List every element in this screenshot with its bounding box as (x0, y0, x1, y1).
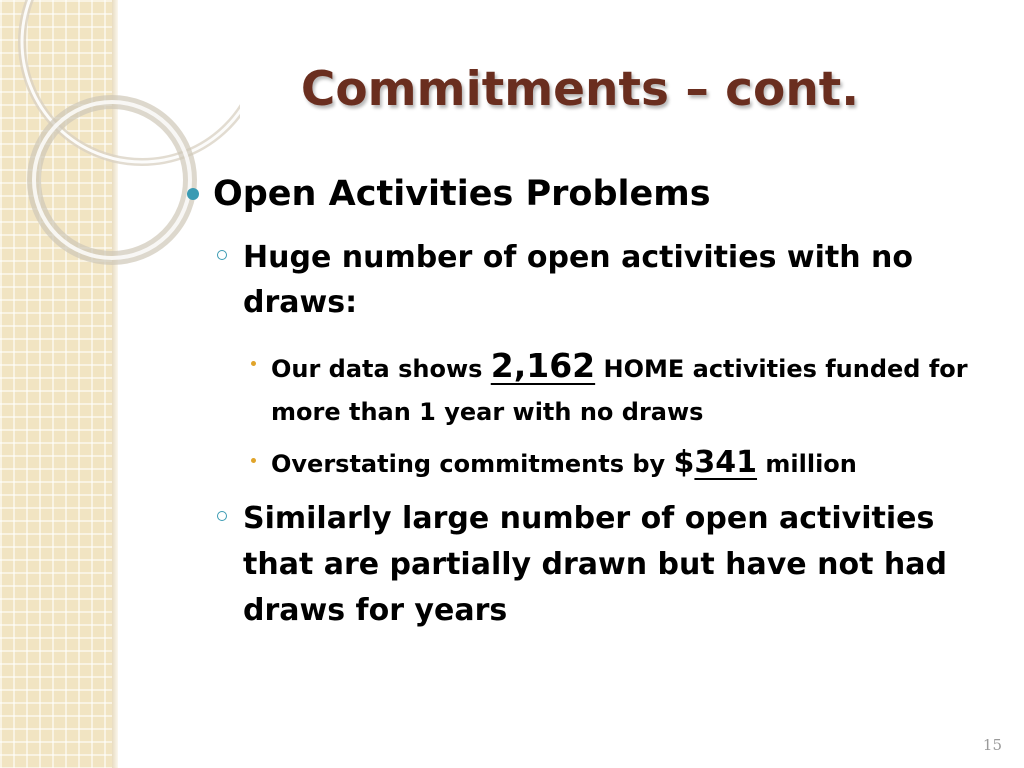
commitment-amount: 341 (694, 445, 758, 480)
decorative-sidebar (0, 0, 112, 768)
activity-count: 2,162 (490, 346, 596, 385)
bullet-small-icon (251, 361, 256, 366)
bullet-level3-data-shows (271, 344, 971, 434)
bullet-ring-icon (217, 511, 227, 521)
bullet-level2-partially-drawn: Similarly large number of open activities that are partially drawn but have not had draws for years (243, 501, 947, 628)
sidebar-edge (112, 0, 118, 768)
data-shows-suffix: HOME activities funded for more than 1 year with no draws (271, 355, 968, 426)
overstating-suffix: million (765, 450, 857, 478)
bullet-small-icon (251, 458, 256, 463)
bullet-level3-overstating (271, 441, 971, 486)
bullet-level1: Open Activities Problems (213, 174, 711, 214)
bullet-ring-icon (217, 250, 227, 260)
page-number: 15 (982, 736, 1002, 754)
bullet-level2-open-activities: Huge number of open activities with no draws: (243, 240, 913, 320)
bullet-dot-icon (187, 188, 199, 200)
slide-title: Commitments – cont. (300, 62, 860, 117)
overstating-prefix: Overstating commitments by (271, 450, 674, 478)
dollar-sign: $ (673, 445, 695, 480)
data-shows-prefix: Our data shows (271, 355, 491, 383)
